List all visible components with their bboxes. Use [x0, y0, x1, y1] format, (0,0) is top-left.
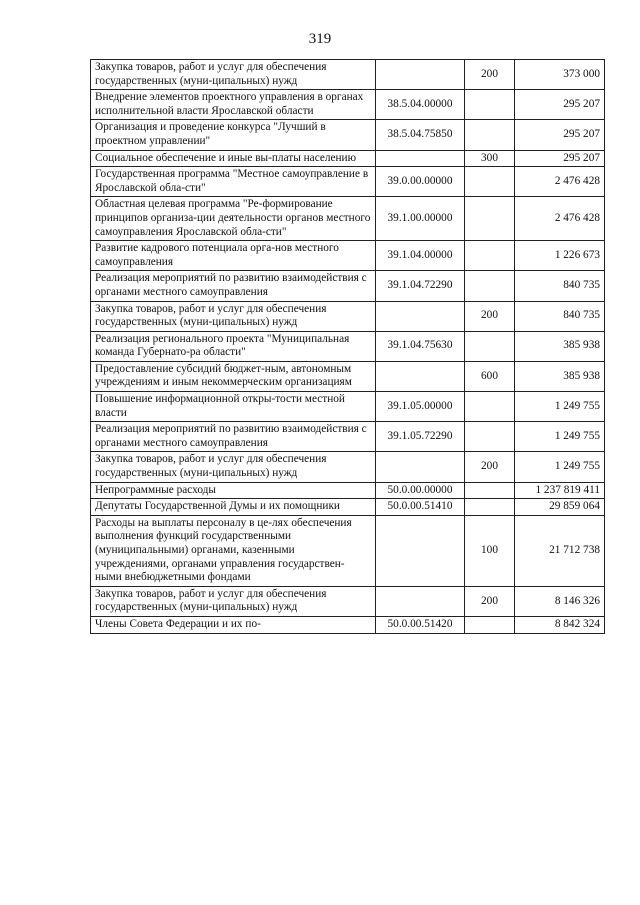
row-code-cell [376, 150, 465, 167]
row-name-cell: Депутаты Государственной Думы и их помощники [91, 499, 376, 516]
row-code-cell [376, 361, 465, 391]
row-name-cell: Развитие кадрового потенциала орга-нов местного самоуправления [91, 241, 376, 271]
table-row [91, 271, 605, 301]
row-code-cell: 39.0.00.00000 [376, 167, 465, 197]
table-row [91, 301, 605, 331]
table-row [91, 167, 605, 197]
table-row [91, 60, 605, 90]
row-expense-type-cell: 100 [465, 515, 515, 586]
row-expense-type-cell: 200 [465, 586, 515, 616]
row-expense-type-cell [465, 90, 515, 120]
table-row [91, 392, 605, 422]
row-expense-type-cell: 200 [465, 452, 515, 482]
table-row [91, 499, 605, 516]
row-name-cell: Внедрение элементов проектного управления в органах исполнительной власти Ярославской области [91, 90, 376, 120]
row-amount-cell: 840 735 [515, 301, 605, 331]
budget-table [90, 59, 605, 634]
row-amount-cell: 295 207 [515, 120, 605, 150]
row-name-cell: Предоставление субсидий бюджет-ным, автономным учреждениям и иным некоммерческим организациям [91, 361, 376, 391]
row-amount-cell: 295 207 [515, 90, 605, 120]
row-code-cell: 50.0.00.51410 [376, 499, 465, 516]
table-row [91, 452, 605, 482]
row-code-cell: 39.1.05.00000 [376, 392, 465, 422]
row-amount-cell: 1 226 673 [515, 241, 605, 271]
table-row [91, 331, 605, 361]
row-name-cell: Закупка товаров, работ и услуг для обеспечения государственных (муни-ципальных) нужд [91, 452, 376, 482]
row-expense-type-cell [465, 120, 515, 150]
row-amount-cell: 2 476 428 [515, 197, 605, 241]
row-code-cell: 38.5.04.00000 [376, 90, 465, 120]
row-name-cell: Члены Совета Федерации и их по- [91, 616, 376, 633]
row-name-cell: Организация и проведение конкурса "Лучший в проектном управлении" [91, 120, 376, 150]
table-row [91, 616, 605, 633]
table-row [91, 586, 605, 616]
row-name-cell: Расходы на выплаты персоналу в це-лях обеспечения выполнения функций государственными (муниципальными) органами, казенными учреждениями, органами управления государствен-ными внебюджетными фондами [91, 515, 376, 586]
row-expense-type-cell [465, 499, 515, 516]
row-code-cell: 39.1.05.72290 [376, 422, 465, 452]
row-code-cell: 39.1.04.75630 [376, 331, 465, 361]
table-row [91, 515, 605, 586]
row-expense-type-cell [465, 422, 515, 452]
row-amount-cell: 1 237 819 411 [515, 482, 605, 499]
row-name-cell: Закупка товаров, работ и услуг для обеспечения государственных (муни-ципальных) нужд [91, 586, 376, 616]
row-expense-type-cell: 300 [465, 150, 515, 167]
row-amount-cell: 8 842 324 [515, 616, 605, 633]
row-expense-type-cell: 200 [465, 60, 515, 90]
row-amount-cell: 2 476 428 [515, 167, 605, 197]
row-name-cell: Реализация мероприятий по развитию взаимодействия с органами местного самоуправления [91, 271, 376, 301]
table-row [91, 197, 605, 241]
row-expense-type-cell: 200 [465, 301, 515, 331]
row-amount-cell: 8 146 326 [515, 586, 605, 616]
row-amount-cell: 21 712 738 [515, 515, 605, 586]
row-amount-cell: 29 859 064 [515, 499, 605, 516]
row-expense-type-cell [465, 241, 515, 271]
row-amount-cell: 385 938 [515, 331, 605, 361]
row-code-cell [376, 586, 465, 616]
row-expense-type-cell [465, 197, 515, 241]
table-row [91, 482, 605, 499]
row-name-cell: Социальное обеспечение и иные вы-платы населению [91, 150, 376, 167]
row-code-cell [376, 452, 465, 482]
row-code-cell: 38.5.04.75850 [376, 120, 465, 150]
row-amount-cell: 373 000 [515, 60, 605, 90]
table-row [91, 90, 605, 120]
row-code-cell: 50.0.00.00000 [376, 482, 465, 499]
row-code-cell: 50.0.00.51420 [376, 616, 465, 633]
row-amount-cell: 1 249 755 [515, 422, 605, 452]
page-number: 319 [308, 31, 332, 47]
row-code-cell: 39.1.00.00000 [376, 197, 465, 241]
row-code-cell: 39.1.04.00000 [376, 241, 465, 271]
row-name-cell: Государственная программа "Местное самоуправление в Ярославской обла-сти" [91, 167, 376, 197]
row-expense-type-cell [465, 616, 515, 633]
budget-table-body [91, 60, 605, 634]
table-row [91, 361, 605, 391]
row-name-cell: Реализация регионального проекта "Муниципальная команда Губернато-ра области" [91, 331, 376, 361]
row-amount-cell: 295 207 [515, 150, 605, 167]
table-row [91, 120, 605, 150]
row-code-cell [376, 301, 465, 331]
row-name-cell: Повышение информационной откры-тости местной власти [91, 392, 376, 422]
table-row [91, 150, 605, 167]
row-expense-type-cell [465, 167, 515, 197]
row-name-cell: Областная целевая программа "Ре-формирование принципов организа-ции деятельности органов местного самоуправления Ярославской обла-сти" [91, 197, 376, 241]
row-expense-type-cell [465, 482, 515, 499]
row-code-cell: 39.1.04.72290 [376, 271, 465, 301]
row-name-cell: Закупка товаров, работ и услуг для обеспечения государственных (муни-ципальных) нужд [91, 301, 376, 331]
row-code-cell [376, 515, 465, 586]
row-expense-type-cell [465, 331, 515, 361]
table-row [91, 241, 605, 271]
row-expense-type-cell [465, 271, 515, 301]
row-name-cell: Закупка товаров, работ и услуг для обеспечения государственных (муни-ципальных) нужд [91, 60, 376, 90]
row-amount-cell: 385 938 [515, 361, 605, 391]
row-code-cell [376, 60, 465, 90]
row-name-cell: Непрограммные расходы [91, 482, 376, 499]
row-expense-type-cell: 600 [465, 361, 515, 391]
row-amount-cell: 1 249 755 [515, 452, 605, 482]
row-amount-cell: 1 249 755 [515, 392, 605, 422]
table-row [91, 422, 605, 452]
row-name-cell: Реализация мероприятий по развитию взаимодействия с органами местного самоуправления [91, 422, 376, 452]
row-amount-cell: 840 735 [515, 271, 605, 301]
row-expense-type-cell [465, 392, 515, 422]
